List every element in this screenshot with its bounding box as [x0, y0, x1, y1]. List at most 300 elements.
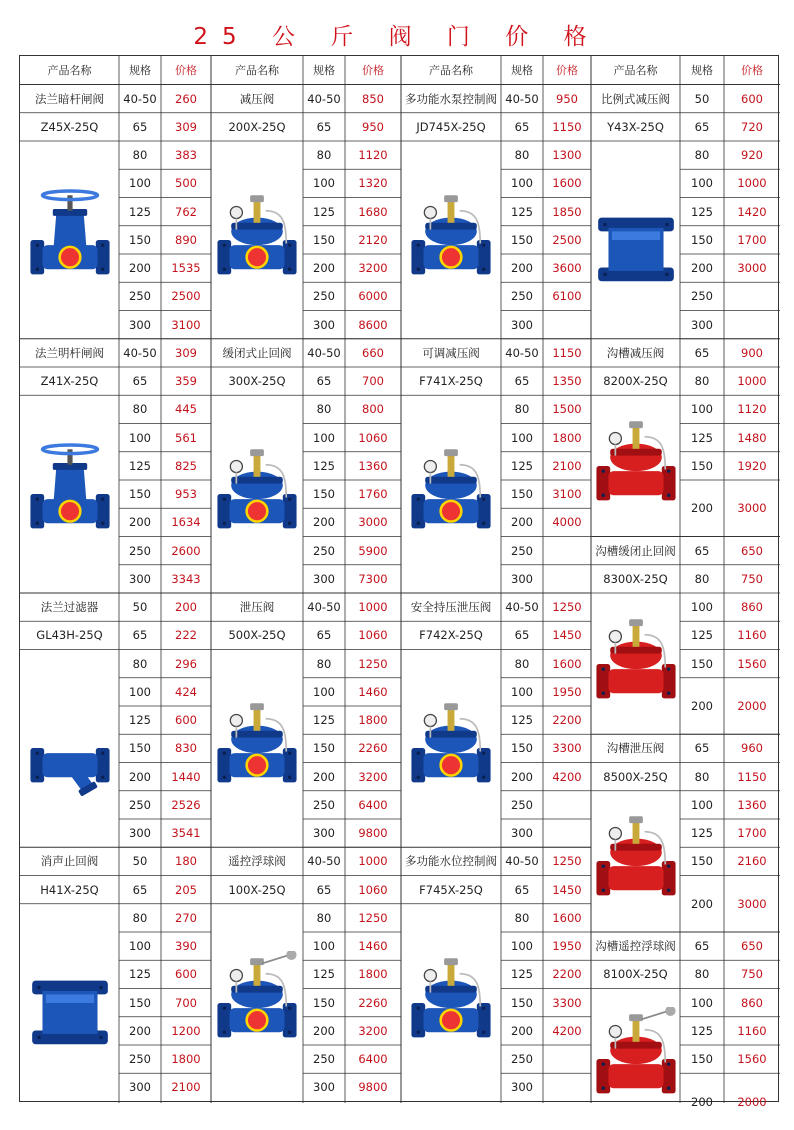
product-model: H41X-25Q [40, 882, 99, 897]
size-cell: 300 [511, 826, 533, 841]
size-cell: 125 [511, 713, 533, 728]
price-cell: 309 [175, 345, 197, 360]
price-cell: 3200 [358, 769, 388, 784]
price-cell: 860 [741, 995, 763, 1010]
price-cell [543, 537, 591, 565]
price-cell: 6400 [358, 797, 388, 812]
pump-control-valve-icon [401, 141, 501, 339]
size-cell: 100 [511, 430, 533, 445]
price-cell [543, 791, 591, 819]
price-cell: 1440 [171, 769, 201, 784]
size-cell: 125 [691, 628, 713, 643]
size-cell: 100 [511, 939, 533, 954]
price-cell: 650 [741, 543, 763, 558]
price-cell: 3000 [737, 896, 767, 911]
price-cell: 1420 [737, 204, 767, 219]
size-cell: 150 [313, 232, 335, 247]
price-cell: 1800 [552, 430, 582, 445]
size-cell: 150 [691, 854, 713, 869]
product-model: 300X-25Q [228, 374, 286, 389]
price-cell: 1700 [737, 826, 767, 841]
size-cell: 125 [313, 458, 335, 473]
size-cell: 250 [511, 1052, 533, 1067]
header-size: 规格 [511, 64, 533, 78]
size-cell: 300 [313, 571, 335, 586]
price-cell: 600 [741, 91, 763, 106]
size-cell: 200 [691, 896, 713, 911]
size-cell: 65 [132, 628, 148, 643]
price-cell: 3200 [358, 261, 388, 276]
size-cell: 50 [694, 91, 710, 106]
size-cell: 200 [691, 699, 713, 713]
size-cell: 100 [691, 797, 713, 812]
size-cell: 80 [694, 571, 710, 586]
price-cell: 6100 [552, 289, 582, 304]
price-cell: 1120 [358, 148, 388, 163]
product-model: 8100X-25Q [603, 967, 668, 982]
product-model: JD745X-25Q [416, 119, 486, 134]
price-cell: 1460 [358, 684, 388, 699]
size-cell: 65 [694, 543, 710, 558]
price-cell: 720 [741, 119, 763, 134]
size-cell: 150 [511, 487, 533, 502]
size-cell: 150 [129, 232, 151, 247]
size-cell: 300 [313, 1080, 335, 1095]
price-cell: 309 [175, 119, 197, 134]
water-level-control-valve-icon [401, 904, 501, 1102]
size-cell: 250 [511, 543, 533, 558]
price-cell: 1200 [171, 1023, 201, 1038]
price-cell: 5900 [358, 543, 388, 558]
price-cell: 1320 [358, 176, 388, 191]
price-cell: 1760 [358, 487, 388, 502]
price-cell: 2000 [737, 699, 767, 713]
size-cell: 100 [511, 176, 533, 191]
price-cell: 1634 [171, 515, 201, 530]
size-cell: 150 [313, 995, 335, 1010]
size-cell: 100 [313, 176, 335, 191]
size-cell: 65 [316, 882, 332, 897]
price-cell: 1450 [552, 628, 582, 643]
price-cell: 222 [175, 628, 197, 643]
size-cell: 65 [132, 882, 148, 897]
size-cell: 65 [514, 374, 530, 389]
price-cell: 825 [175, 458, 197, 473]
size-cell: 300 [511, 1080, 533, 1095]
price-cell: 1600 [552, 910, 582, 925]
price-cell: 1800 [171, 1052, 201, 1067]
size-cell: 250 [511, 797, 533, 812]
price-cell: 1460 [358, 939, 388, 954]
price-cell: 1680 [358, 204, 388, 219]
price-cell: 2000 [737, 1094, 767, 1109]
size-cell: 50 [132, 854, 148, 869]
size-cell: 300 [511, 317, 533, 332]
price-cell: 6000 [358, 289, 388, 304]
silent-check-valve-icon [20, 904, 119, 1102]
price-cell: 2160 [737, 854, 767, 869]
size-cell: 80 [694, 967, 710, 982]
price-cell: 4000 [552, 515, 582, 530]
price-cell: 2600 [171, 543, 201, 558]
header-price: 价格 [741, 64, 763, 78]
price-cell: 1700 [737, 232, 767, 247]
price-cell: 359 [175, 374, 197, 389]
product-model: 8500X-25Q [603, 769, 668, 784]
price-cell: 9800 [358, 826, 388, 841]
size-cell: 65 [132, 119, 148, 134]
price-cell: 3100 [171, 317, 201, 332]
product-name: 安全持压泄压阀 [410, 600, 492, 615]
grooved-float-valve-icon [591, 989, 680, 1130]
product-name: 法兰明杆闸阀 [35, 345, 104, 360]
size-cell: 125 [129, 713, 151, 728]
price-cell [543, 565, 591, 593]
price-cell: 1000 [737, 374, 767, 389]
safety-pressure-relief-valve-icon [401, 650, 501, 848]
size-cell: 65 [514, 119, 530, 134]
price-cell: 1150 [552, 119, 582, 134]
price-cell: 700 [362, 374, 384, 389]
size-cell: 125 [511, 204, 533, 219]
product-model: F741X-25Q [419, 374, 483, 389]
size-cell: 250 [129, 797, 151, 812]
price-cell: 1500 [552, 402, 582, 417]
price-cell: 1060 [358, 430, 388, 445]
product-name: 法兰暗杆闸阀 [35, 91, 104, 106]
size-cell: 80 [316, 656, 332, 671]
header-product-name: 产品名称 [429, 64, 473, 78]
page-title: 25 公 斤 阀 门 价 格 [193, 24, 601, 50]
size-cell: 125 [511, 967, 533, 982]
product-model: 100X-25Q [228, 882, 286, 897]
size-cell: 200 [511, 1023, 533, 1038]
product-name: 多功能水位控制阀 [405, 854, 497, 869]
price-cell: 260 [175, 91, 197, 106]
price-cell: 1950 [552, 684, 582, 699]
size-cell: 100 [129, 684, 151, 699]
price-cell: 1800 [358, 967, 388, 982]
product-name: 沟槽泄压阀 [606, 741, 665, 756]
price-cell: 270 [175, 910, 197, 925]
y-strainer-icon [20, 650, 119, 848]
price-cell: 561 [175, 430, 197, 445]
price-cell: 1920 [737, 458, 767, 473]
price-cell: 2120 [358, 232, 388, 247]
price-cell: 500 [175, 176, 197, 191]
price-cell: 200 [175, 600, 197, 615]
price-cell: 860 [741, 600, 763, 615]
size-cell: 150 [511, 995, 533, 1010]
size-cell: 200 [313, 769, 335, 784]
size-cell: 200 [691, 501, 713, 516]
size-cell: 80 [132, 910, 148, 925]
size-cell: 125 [313, 713, 335, 728]
price-cell: 650 [741, 939, 763, 954]
grooved-check-valve-icon [591, 593, 680, 734]
price-table [19, 55, 779, 1109]
size-cell: 65 [694, 939, 710, 954]
size-cell: 80 [132, 402, 148, 417]
price-cell: 762 [175, 204, 197, 219]
price-cell: 180 [175, 854, 197, 869]
size-cell: 125 [129, 967, 151, 982]
price-cell: 1150 [737, 769, 767, 784]
price-cell: 600 [175, 967, 197, 982]
size-cell: 150 [691, 1052, 713, 1067]
price-cell: 2260 [358, 741, 388, 756]
price-cell: 920 [741, 148, 763, 163]
size-cell: 80 [316, 910, 332, 925]
size-cell: 200 [129, 261, 151, 276]
price-cell: 8600 [358, 317, 388, 332]
size-cell: 150 [511, 741, 533, 756]
header-price: 价格 [362, 64, 384, 78]
price-cell [543, 819, 591, 847]
size-cell: 300 [129, 826, 151, 841]
price-cell: 3200 [358, 1023, 388, 1038]
size-cell: 65 [694, 119, 710, 134]
price-cell: 950 [362, 119, 384, 134]
size-cell: 40-50 [505, 600, 539, 615]
size-cell: 80 [132, 148, 148, 163]
size-cell: 40-50 [307, 91, 341, 106]
size-cell: 300 [129, 571, 151, 586]
product-name: 减压阀 [239, 91, 275, 106]
size-cell: 150 [313, 741, 335, 756]
size-cell: 80 [514, 910, 530, 925]
price-cell: 445 [175, 402, 197, 417]
header-product-name: 产品名称 [47, 64, 92, 78]
size-cell: 300 [313, 826, 335, 841]
size-cell: 250 [313, 1052, 335, 1067]
product-model: 8200X-25Q [603, 374, 668, 389]
size-cell: 250 [313, 543, 335, 558]
size-cell: 100 [129, 939, 151, 954]
price-cell: 2500 [552, 232, 582, 247]
size-cell: 200 [129, 1023, 151, 1038]
size-cell: 100 [511, 684, 533, 699]
size-cell: 80 [316, 148, 332, 163]
price-cell: 800 [362, 402, 384, 417]
product-name: 遥控浮球阀 [228, 854, 286, 869]
price-cell: 1160 [737, 628, 767, 643]
size-cell: 80 [514, 656, 530, 671]
price-cell: 1250 [358, 910, 388, 925]
product-name: 沟槽减压阀 [606, 345, 665, 360]
size-cell: 65 [514, 882, 530, 897]
price-cell: 1850 [552, 204, 582, 219]
price-cell: 750 [741, 571, 763, 586]
price-cell: 1350 [552, 374, 582, 389]
size-cell: 50 [132, 600, 148, 615]
price-cell: 3300 [552, 995, 582, 1010]
size-cell: 125 [691, 1023, 713, 1038]
size-cell: 150 [511, 232, 533, 247]
price-cell: 3000 [737, 501, 767, 516]
size-cell: 40-50 [505, 345, 539, 360]
size-cell: 200 [511, 515, 533, 530]
header-size: 规格 [129, 64, 151, 78]
price-cell: 1360 [737, 797, 767, 812]
size-cell: 40-50 [123, 345, 157, 360]
size-cell: 200 [129, 515, 151, 530]
size-cell: 300 [129, 317, 151, 332]
size-cell: 150 [129, 741, 151, 756]
rising-stem-gate-valve-icon [20, 395, 119, 593]
price-cell: 3343 [171, 571, 201, 586]
size-cell: 250 [129, 1052, 151, 1067]
size-cell: 200 [313, 515, 335, 530]
header-product-name: 产品名称 [613, 64, 658, 78]
price-cell: 1300 [552, 148, 582, 163]
product-model: F742X-25Q [419, 628, 483, 643]
size-cell: 125 [511, 458, 533, 473]
header-product-name: 产品名称 [235, 64, 279, 78]
header-size: 规格 [691, 64, 713, 78]
size-cell: 80 [694, 374, 710, 389]
size-cell: 40-50 [505, 854, 539, 869]
price-cell: 830 [175, 741, 197, 756]
grooved-relief-valve-icon [591, 791, 680, 932]
price-cell: 1535 [171, 261, 201, 276]
price-cell: 6400 [358, 1052, 388, 1067]
size-cell: 100 [313, 430, 335, 445]
float-valve-icon [211, 904, 303, 1102]
price-cell: 2526 [171, 797, 201, 812]
price-cell: 890 [175, 232, 197, 247]
product-model: Z45X-25Q [40, 119, 99, 134]
size-cell: 40-50 [123, 91, 157, 106]
size-cell: 300 [129, 1080, 151, 1095]
size-cell: 250 [129, 289, 151, 304]
price-cell: 1150 [552, 345, 582, 360]
size-cell: 125 [691, 430, 713, 445]
price-cell: 2200 [552, 713, 582, 728]
size-cell: 200 [129, 769, 151, 784]
price-cell: 1000 [737, 176, 767, 191]
size-cell: 250 [691, 289, 713, 304]
size-cell: 65 [316, 374, 332, 389]
size-cell: 80 [694, 148, 710, 163]
size-cell: 125 [313, 204, 335, 219]
product-model: GL43H-25Q [36, 628, 103, 643]
product-name: 消声止回阀 [40, 854, 99, 869]
price-cell: 1160 [737, 1023, 767, 1038]
size-cell: 40-50 [505, 91, 539, 106]
price-cell: 3000 [358, 515, 388, 530]
pressure-reducing-valve-icon [211, 141, 303, 339]
price-cell: 1060 [358, 628, 388, 643]
price-cell: 1060 [358, 882, 388, 897]
size-cell: 125 [691, 204, 713, 219]
price-cell: 2260 [358, 995, 388, 1010]
price-cell: 1600 [552, 656, 582, 671]
size-cell: 300 [511, 571, 533, 586]
product-model: 8300X-25Q [603, 571, 668, 586]
price-cell: 296 [175, 656, 197, 671]
slow-closing-check-valve-icon [211, 395, 303, 593]
header-price: 价格 [556, 64, 578, 78]
size-cell: 65 [132, 374, 148, 389]
price-cell: 750 [741, 967, 763, 982]
price-cell: 1250 [552, 600, 582, 615]
price-cell: 950 [556, 91, 578, 106]
price-cell: 1250 [358, 656, 388, 671]
price-cell: 850 [362, 91, 384, 106]
price-cell: 660 [362, 345, 384, 360]
price-cell: 1480 [737, 430, 767, 445]
size-cell: 250 [313, 289, 335, 304]
price-cell [543, 1045, 591, 1073]
price-cell: 1560 [737, 1052, 767, 1067]
size-cell: 80 [514, 148, 530, 163]
relief-valve-icon [211, 650, 303, 848]
price-cell [543, 1073, 591, 1101]
price-cell: 3100 [552, 487, 582, 502]
size-cell: 40-50 [307, 854, 341, 869]
size-cell: 200 [313, 1023, 335, 1038]
product-model: Z41X-25Q [40, 374, 99, 389]
size-cell: 125 [313, 967, 335, 982]
product-name: 可调减压阀 [422, 345, 480, 360]
price-cell: 2200 [552, 967, 582, 982]
size-cell: 200 [511, 261, 533, 276]
price-cell: 2500 [171, 289, 201, 304]
product-name: 多功能水泵控制阀 [405, 91, 497, 106]
proportional-reducing-valve-icon [591, 141, 680, 339]
size-cell: 150 [691, 232, 713, 247]
size-cell: 150 [129, 487, 151, 502]
size-cell: 65 [694, 345, 710, 360]
price-cell: 3000 [737, 261, 767, 276]
price-cell: 1600 [552, 176, 582, 191]
price-cell: 1800 [358, 713, 388, 728]
size-cell: 100 [313, 684, 335, 699]
size-cell: 100 [691, 995, 713, 1010]
size-cell: 65 [694, 741, 710, 756]
price-cell: 390 [175, 939, 197, 954]
price-cell: 3541 [171, 826, 201, 841]
price-cell: 960 [741, 741, 763, 756]
size-cell: 40-50 [307, 345, 341, 360]
size-cell: 250 [511, 289, 533, 304]
product-model: F745X-25Q [419, 882, 483, 897]
adjustable-reducing-valve-icon [401, 395, 501, 593]
product-model: 200X-25Q [228, 119, 286, 134]
price-cell: 383 [175, 148, 197, 163]
size-cell: 65 [316, 119, 332, 134]
size-cell: 200 [313, 261, 335, 276]
size-cell: 100 [129, 430, 151, 445]
product-name: 泄压阀 [239, 600, 275, 615]
size-cell: 65 [316, 628, 332, 643]
price-cell: 1560 [737, 656, 767, 671]
size-cell: 100 [691, 600, 713, 615]
size-cell: 200 [691, 261, 713, 276]
product-name: 沟槽缓闭止回阀 [595, 543, 676, 558]
size-cell: 150 [691, 458, 713, 473]
size-cell: 200 [511, 769, 533, 784]
price-cell: 1250 [552, 854, 582, 869]
size-cell: 80 [316, 402, 332, 417]
price-cell: 700 [175, 995, 197, 1010]
price-cell: 1000 [358, 600, 388, 615]
size-cell: 250 [129, 543, 151, 558]
size-cell: 80 [132, 656, 148, 671]
price-cell: 4200 [552, 1023, 582, 1038]
price-cell: 953 [175, 487, 197, 502]
